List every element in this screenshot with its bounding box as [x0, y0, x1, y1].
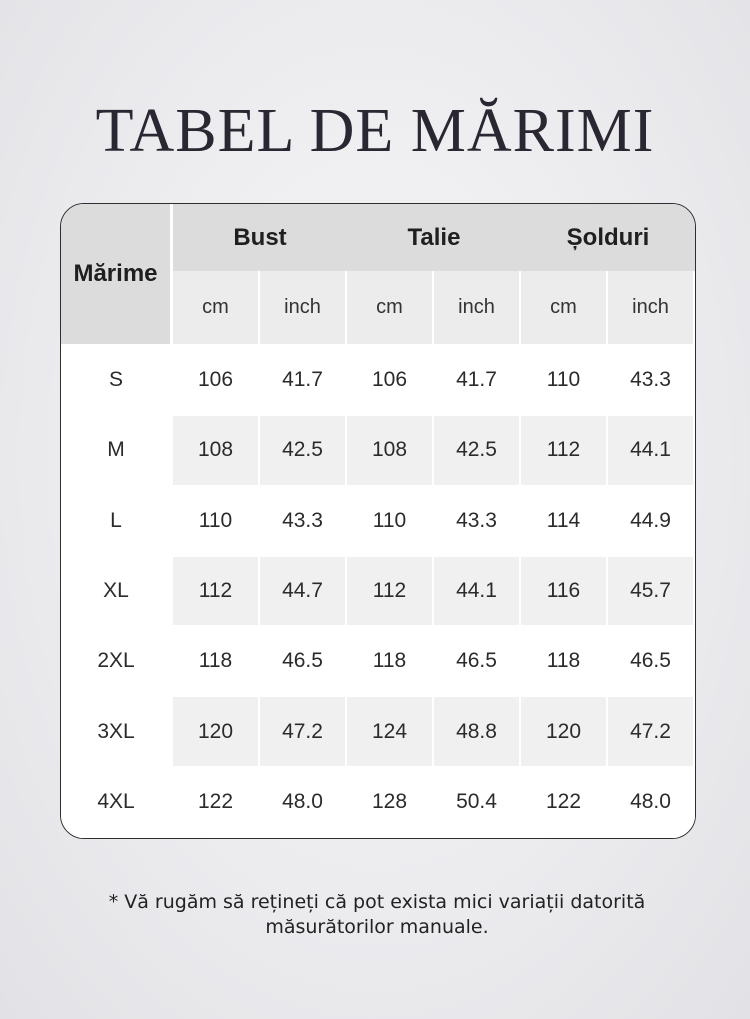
- table-cell: 44.1: [608, 416, 695, 486]
- table-cell: 120: [521, 697, 608, 767]
- table-cell: 46.5: [608, 627, 695, 697]
- table-cell: 110: [347, 487, 434, 557]
- table-cell: 50.4: [434, 768, 521, 838]
- size-label: 4XL: [61, 768, 173, 838]
- table-cell: 44.1: [434, 557, 521, 627]
- size-column-header: Mărime: [61, 204, 173, 346]
- group-header-bust: Bust: [173, 204, 347, 271]
- table-cell: 122: [521, 768, 608, 838]
- table-cell: 48.0: [608, 768, 695, 838]
- table-cell: 46.5: [434, 627, 521, 697]
- table-cell: 112: [521, 416, 608, 486]
- disclaimer-line-1: * Vă rugăm să rețineți că pot exista mici variații datorită: [108, 891, 646, 913]
- table-cell: 118: [521, 627, 608, 697]
- disclaimer-note: [60, 890, 694, 940]
- table-cell: 45.7: [608, 557, 695, 627]
- size-label: XL: [61, 557, 173, 627]
- size-label: M: [61, 416, 173, 486]
- table-cell: 43.3: [434, 487, 521, 557]
- table-cell: 118: [173, 627, 260, 697]
- table-cell: 48.8: [434, 697, 521, 767]
- unit-header: inch: [434, 271, 521, 346]
- group-header-solduri: Șolduri: [521, 204, 695, 271]
- table-cell: 47.2: [260, 697, 347, 767]
- table-cell: 48.0: [260, 768, 347, 838]
- table-cell: 41.7: [434, 346, 521, 416]
- unit-header: cm: [521, 271, 608, 346]
- table-cell: 122: [173, 768, 260, 838]
- table-cell: 110: [173, 487, 260, 557]
- table-cell: 116: [521, 557, 608, 627]
- unit-header: cm: [173, 271, 260, 346]
- unit-header: inch: [608, 271, 695, 346]
- table-cell: 47.2: [608, 697, 695, 767]
- size-label: 3XL: [61, 697, 173, 767]
- size-table: [60, 203, 696, 839]
- table-cell: 114: [521, 487, 608, 557]
- table-cell: 112: [347, 557, 434, 627]
- table-cell: 44.7: [260, 557, 347, 627]
- size-label: L: [61, 487, 173, 557]
- size-table-grid: [61, 204, 695, 838]
- unit-header: cm: [347, 271, 434, 346]
- table-cell: 106: [173, 346, 260, 416]
- table-cell: 43.3: [608, 346, 695, 416]
- table-cell: 128: [347, 768, 434, 838]
- table-cell: 108: [347, 416, 434, 486]
- unit-header: inch: [260, 271, 347, 346]
- table-cell: 46.5: [260, 627, 347, 697]
- table-cell: 43.3: [260, 487, 347, 557]
- table-cell: 110: [521, 346, 608, 416]
- table-cell: 44.9: [608, 487, 695, 557]
- table-cell: 118: [347, 627, 434, 697]
- page-title: TABEL DE MĂRIMI: [95, 97, 655, 165]
- table-cell: 41.7: [260, 346, 347, 416]
- size-label: S: [61, 346, 173, 416]
- group-header-talie: Talie: [347, 204, 521, 271]
- size-label: 2XL: [61, 627, 173, 697]
- table-cell: 106: [347, 346, 434, 416]
- table-cell: 42.5: [260, 416, 347, 486]
- disclaimer-line-2: măsurătorilor manuale.: [265, 916, 489, 938]
- table-cell: 120: [173, 697, 260, 767]
- table-cell: 112: [173, 557, 260, 627]
- table-cell: 124: [347, 697, 434, 767]
- table-cell: 108: [173, 416, 260, 486]
- table-cell: 42.5: [434, 416, 521, 486]
